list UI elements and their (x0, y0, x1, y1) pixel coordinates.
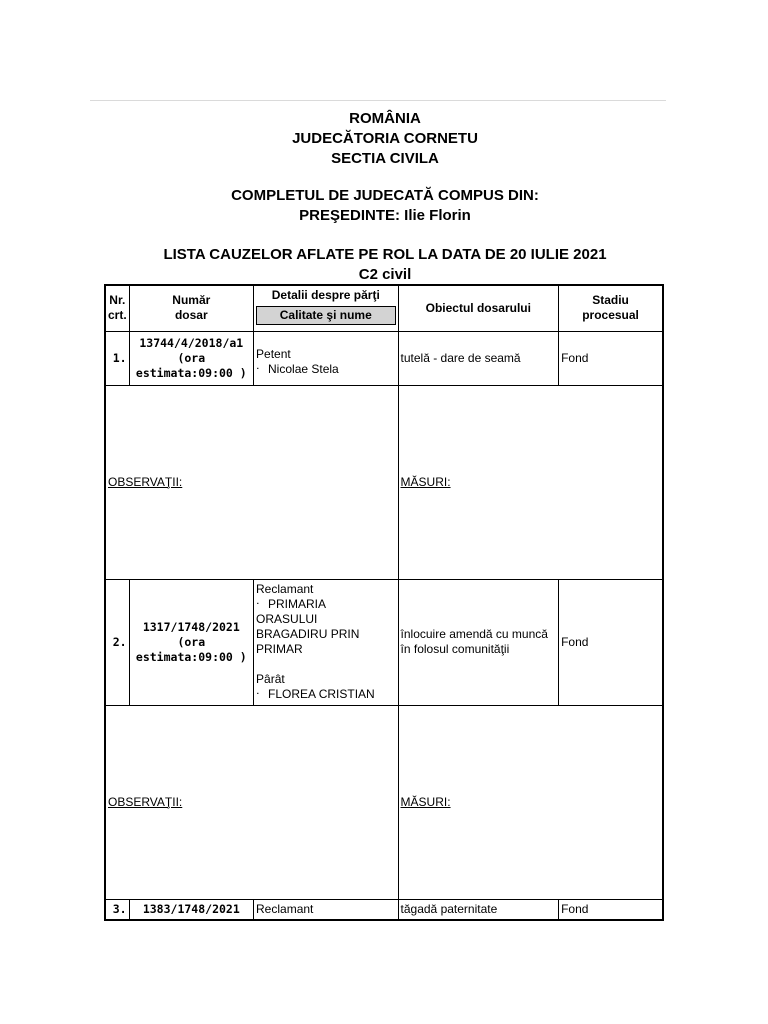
party-bullet-icon: ᐧ (256, 687, 260, 701)
table-header-row (105, 285, 663, 331)
table-row (105, 899, 663, 920)
case-nr: 3. (105, 899, 129, 920)
header-calitate: Calitate şi nume (256, 306, 396, 325)
case-parties: Reclamant ᐧ PRIMARIA ORASULUI BRAGADIRU PRIN PRIMAR Pârât ᐧ FLOREA CRISTIAN (254, 579, 399, 705)
masuri-cell[interactable]: MĂSURI: (398, 385, 663, 579)
case-obiect: tăgadă paternitate (398, 899, 559, 920)
case-stadiu: Fond (559, 331, 663, 385)
header-obiect: Obiectul dosarului (398, 285, 559, 331)
case-obiect: tutelă - dare de seamă (398, 331, 559, 385)
notes-row (105, 385, 663, 579)
notes-row (105, 705, 663, 899)
observatii-cell[interactable]: OBSERVAŢII: (105, 385, 398, 579)
party-bullet-icon: ᐧ (256, 362, 260, 376)
table-row (105, 331, 663, 385)
masuri-cell[interactable]: MĂSURI: (398, 705, 663, 899)
case-nr: 1. (105, 331, 129, 385)
case-parties: Petent ᐧ Nicolae Stela (254, 331, 399, 385)
case-dosar[interactable]: 13744/4/2018/a1 (ora estimata:09:00 ) (129, 331, 253, 385)
case-obiect: înlocuire amendă cu muncă în folosul comunităţii (398, 579, 559, 705)
court-title: JUDECĂTORIA CORNETU (292, 130, 478, 147)
section-title: SECTIA CIVILA (331, 150, 439, 167)
document-header (90, 109, 680, 285)
header-parti (254, 285, 399, 331)
table-row (105, 579, 663, 705)
top-divider (90, 100, 666, 101)
case-nr: 2. (105, 579, 129, 705)
header-nr: Nr. crt. (105, 285, 129, 331)
country-title: ROMÂNIA (349, 110, 421, 127)
case-stadiu: Fond (559, 899, 663, 920)
president-line: PREŞEDINTE: Ilie Florin (299, 207, 471, 224)
case-dosar[interactable]: 1317/1748/2021 (ora estimata:09:00 ) (129, 579, 253, 705)
case-dosar[interactable]: 1383/1748/2021 (129, 899, 253, 920)
header-parti-label: Detalii despre părţi (271, 288, 380, 302)
header-dosar: Număr dosar (129, 285, 253, 331)
panel-code: C2 civil (358, 266, 412, 283)
case-parties: Reclamant (254, 899, 399, 920)
panel-title: COMPLETUL DE JUDECATĂ COMPUS DIN: (231, 187, 539, 204)
cases-table (104, 284, 664, 921)
case-stadiu: Fond (559, 579, 663, 705)
header-stadiu: Stadiu procesual (559, 285, 663, 331)
party-bullet-icon: ᐧ (256, 597, 260, 611)
observatii-cell[interactable]: OBSERVAŢII: (105, 705, 398, 899)
list-title: LISTA CAUZELOR AFLATE PE ROL LA DATA DE 20 IULIE 2021 (163, 246, 607, 263)
